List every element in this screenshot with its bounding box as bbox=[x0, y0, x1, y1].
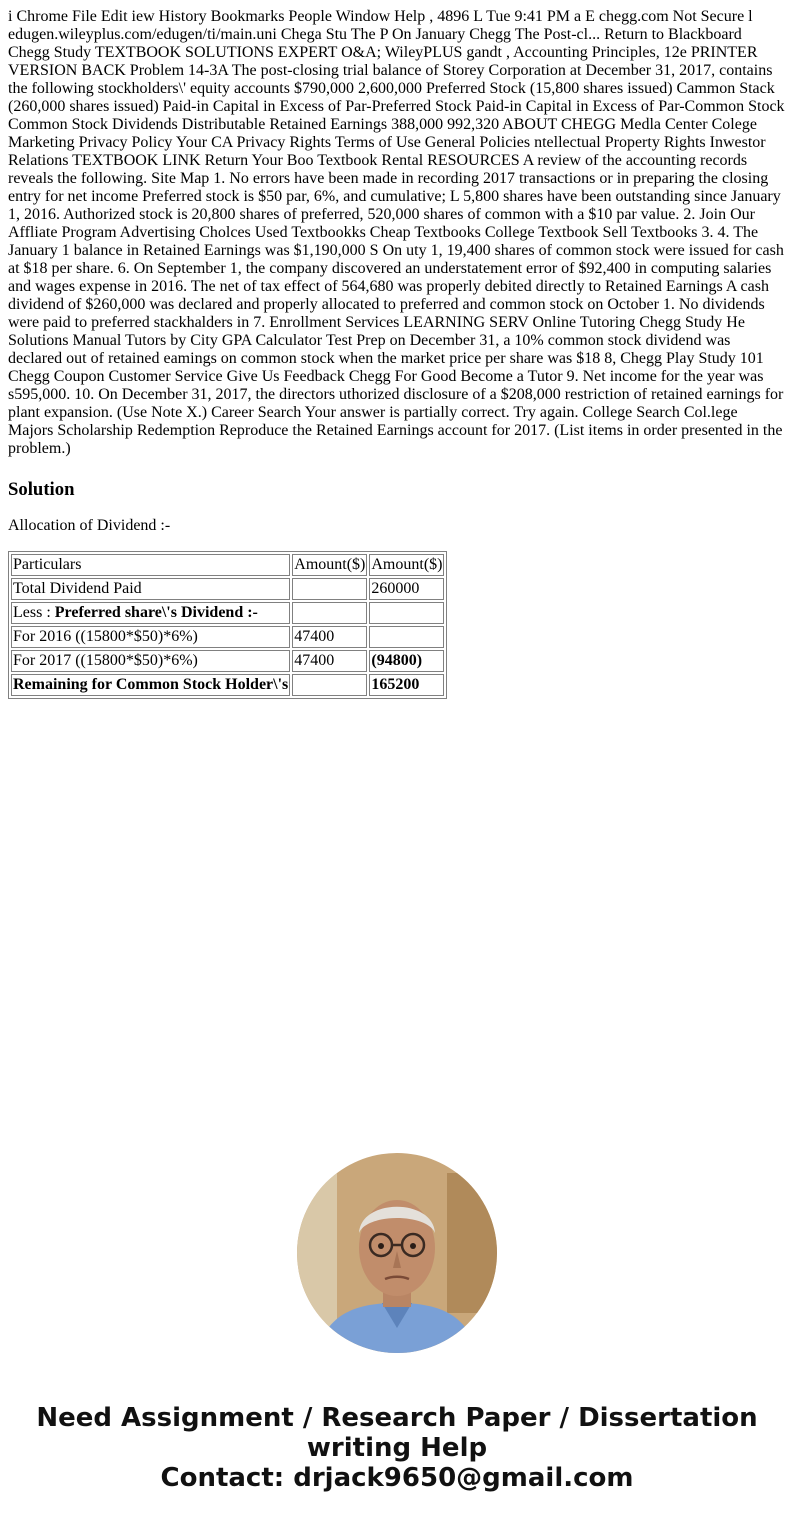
row-particulars bbox=[11, 602, 290, 624]
row-particulars-bold: Preferred share\'s Dividend :- bbox=[54, 604, 258, 621]
row-amount-1 bbox=[292, 602, 367, 624]
row-particulars: Total Dividend Paid bbox=[11, 578, 290, 600]
contact-banner bbox=[0, 1403, 794, 1493]
row-amount-1 bbox=[292, 578, 367, 600]
table-row bbox=[11, 626, 444, 648]
header-particulars: Particulars bbox=[11, 554, 290, 576]
header-amount-2: Amount($) bbox=[369, 554, 444, 576]
table-row bbox=[11, 602, 444, 624]
table-row bbox=[11, 578, 444, 600]
row-particulars: For 2016 ((15800*$50)*6%) bbox=[11, 626, 290, 648]
row-amount-2: (94800) bbox=[369, 650, 444, 672]
allocation-label: Allocation of Dividend :- bbox=[8, 517, 171, 534]
table-row bbox=[11, 674, 444, 696]
header-amount-1: Amount($) bbox=[292, 554, 367, 576]
row-amount-2: 260000 bbox=[369, 578, 444, 600]
problem-text: i Chrome File Edit iew History Bookmarks People Window Help , 4896 L Tue 9:41 PM a E chegg.com Not Secure l edugen.wileyplus.com/edugen/ti/main.uni Chega Stu The P On January Chegg The Post-cl... Return to Blackboard Chegg Study TEXTBOOK SOLUTIONS EXPERT O&A; WileyPLUS gandt , Accounting Principles, 12e PRINTER VERSION BACK Problem 14-3A The post-closing trial balance of Storey Corporation at December 31, 2017, contains the following stockholders\' equity accounts $790,000 2,600,000 Preferred Stock (15,800 shares issued) Cammon Stack (260,000 shares issued) Paid-in Capital in Excess of Par-Preferred Stock Paid-in Capital in Excess of Par-Common Stock Common Stock Dividends Distributable Retained Earnings 388,000 992,320 ABOUT CHEGG Medla Center Colege Marketing Privacy Policy Your CA Privacy Rights Terms of Use General Policies ntellectual Property Rights Inwestor Relations TEXTBOOK LINK Return Your Boo Textbook Rental RESOURCES A review of the accounting records reveals the following. Site Map 1. No errors have been made in recording 2017 transactions or in preparing the closing entry for net income Preferred stock is $50 par, 6%, and cumulative; L 5,800 shares have been outstanding since January 1, 2016. Authorized stock is 20,800 shares of preferred, 520,000 shares of common with a $10 par value. 2. Join Our Affliate Program Advertising Cholces Used Textbookks Cheap Textbooks College Textbook Sell Textbooks 3. 4. The January 1 balance in Retained Earnings was $1,190,000 S On uty 1, 19,400 shares of common stock were issued for cash at $18 per share. 6. On September 1, the company discovered an understatement error of $92,400 in computing salaries and wages expense in 2016. The net of tax effect of 564,680 was properly debited directly to Retained Earnings A cash dividend of $260,000 was declared and properly allocated to preferred and common stock on October 1. No dividends were paid to preferred stackhalders in 7. Enrollment Services LEARNING SERV Online Tutoring Chegg Study He Solutions Manual Tutors by City GPA Calculator Test Prep on December 31, a 10% common stock dividend was declared out of retained eamings on common stock when the market price per share was $18 8, Chegg Play Study 101 Chegg Coupon Customer Service Give Us Feedback Chegg For Good Become a Tutor 9. Net income for the year was s595,000. 10. On December 31, 2017, the directors uthorized disclosure of a $208,000 restriction of retained earnings for plant expansion. (Use Note X.) Career Search Your answer is partially correct. Try again. College Search Col.lege Majors Scholarship Redemption Reproduce the Retained Earnings account for 2017. (List items in order presented in the problem.) bbox=[8, 8, 785, 457]
row-particulars: Remaining for Common Stock Holder\'s bbox=[11, 674, 290, 696]
row-amount-1: 47400 bbox=[292, 626, 367, 648]
avatar bbox=[297, 1153, 497, 1353]
cta-line-3: Contact: drjack9650@gmail.com bbox=[160, 1463, 634, 1493]
row-amount-2 bbox=[369, 602, 444, 624]
row-amount-1 bbox=[292, 674, 367, 696]
row-amount-2 bbox=[369, 626, 444, 648]
dividend-allocation-table bbox=[8, 551, 447, 699]
avatar-portrait bbox=[297, 1153, 497, 1353]
row-particulars: For 2017 ((15800*$50)*6%) bbox=[11, 650, 290, 672]
solution-heading: Solution bbox=[8, 479, 75, 500]
cta-line-1: Need Assignment / Research Paper / Dissertation bbox=[36, 1403, 758, 1433]
table-row bbox=[11, 650, 444, 672]
table-header-row bbox=[11, 554, 444, 576]
row-prefix: Less : bbox=[13, 604, 55, 621]
row-amount-2: 165200 bbox=[369, 674, 444, 696]
document-content bbox=[0, 0, 794, 699]
row-amount-1: 47400 bbox=[292, 650, 367, 672]
cta-line-2: writing Help bbox=[306, 1433, 488, 1463]
